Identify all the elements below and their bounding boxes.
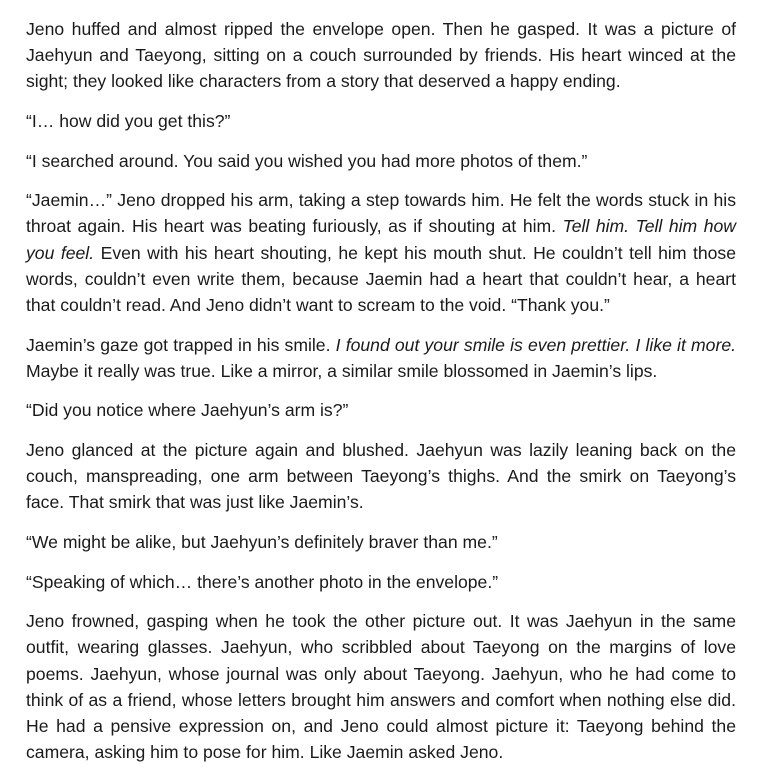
paragraph-text: “We might be alike, but Jaehyun’s definitely braver than me.” <box>26 531 498 552</box>
paragraph-text: “Jaemin…” Jeno dropped his arm, taking a step towards him. He felt the words stuck in his throat again. His heart was beating furiously, as if shouting at him. <box>26 190 736 237</box>
paragraph-text: Jeno huffed and almost ripped the envelope open. Then he gasped. It was a picture of Jaehyun and Taeyong, sitting on a couch surrounded by friends. His heart winced at the sight; they looked like characters from a story that deserved a happy ending. <box>26 19 736 92</box>
paragraph <box>26 332 736 384</box>
paragraph-text: Jaemin’s gaze got trapped in his smile. <box>26 334 336 355</box>
paragraph-text: “I… how did you get this?” <box>26 111 231 131</box>
paragraph <box>26 148 736 174</box>
paragraph <box>26 437 736 516</box>
paragraph <box>26 529 736 555</box>
paragraph-text: Even with his heart shouting, he kept his mouth shut. He couldn’t tell him those words, couldn’t even write them, because Jaemin had a heart that couldn’t hear, a heart that couldn’t read. And Jeno didn’t want to scream to the void. “Thank you.” <box>26 242 737 315</box>
paragraph <box>26 16 736 95</box>
paragraph-text: Jeno glanced at the picture again and blushed. Jaehyun was lazily leaning back on the couch, manspreading, one arm between Taeyong’s thighs. And the smirk on Taeyong’s face. That smirk that was just like Jaemin’s. <box>26 439 736 513</box>
paragraph-text: “I searched around. You said you wished you had more photos of them.” <box>26 150 588 171</box>
paragraph <box>26 108 736 134</box>
paragraph <box>26 187 736 318</box>
paragraph-text: “Did you notice where Jaehyun’s arm is?” <box>26 400 349 421</box>
paragraph-text: Maybe it really was true. Like a mirror, a similar smile blossomed in Jaemin’s lips. <box>26 360 658 381</box>
paragraph-text: Jeno frowned, gasping when he took the other picture out. It was Jaehyun in the same outfit, wearing glasses. Jaehyun, who scribbled about Taeyong on the margins of love poems. Jaehyun, whose journal was only about Taeyong. Jaehyun, who he had come to think of as a friend, whose letters brought him answers and comfort when nothing else did. He had a pensive expression on, and Jeno could almost picture it: Taeyong behind the camera, asking him to pose for him. Like Jaemin asked Jeno. <box>26 611 736 763</box>
story-text <box>26 16 736 765</box>
paragraph <box>26 608 736 765</box>
italic-text: I found out your smile is even prettier. I like it more. <box>335 334 736 355</box>
italic-text: Tell him. Tell him how you feel. <box>26 216 736 263</box>
paragraph-text: “Speaking of which… there’s another photo in the envelope.” <box>26 571 499 592</box>
paragraph <box>26 397 736 423</box>
paragraph <box>26 569 736 595</box>
